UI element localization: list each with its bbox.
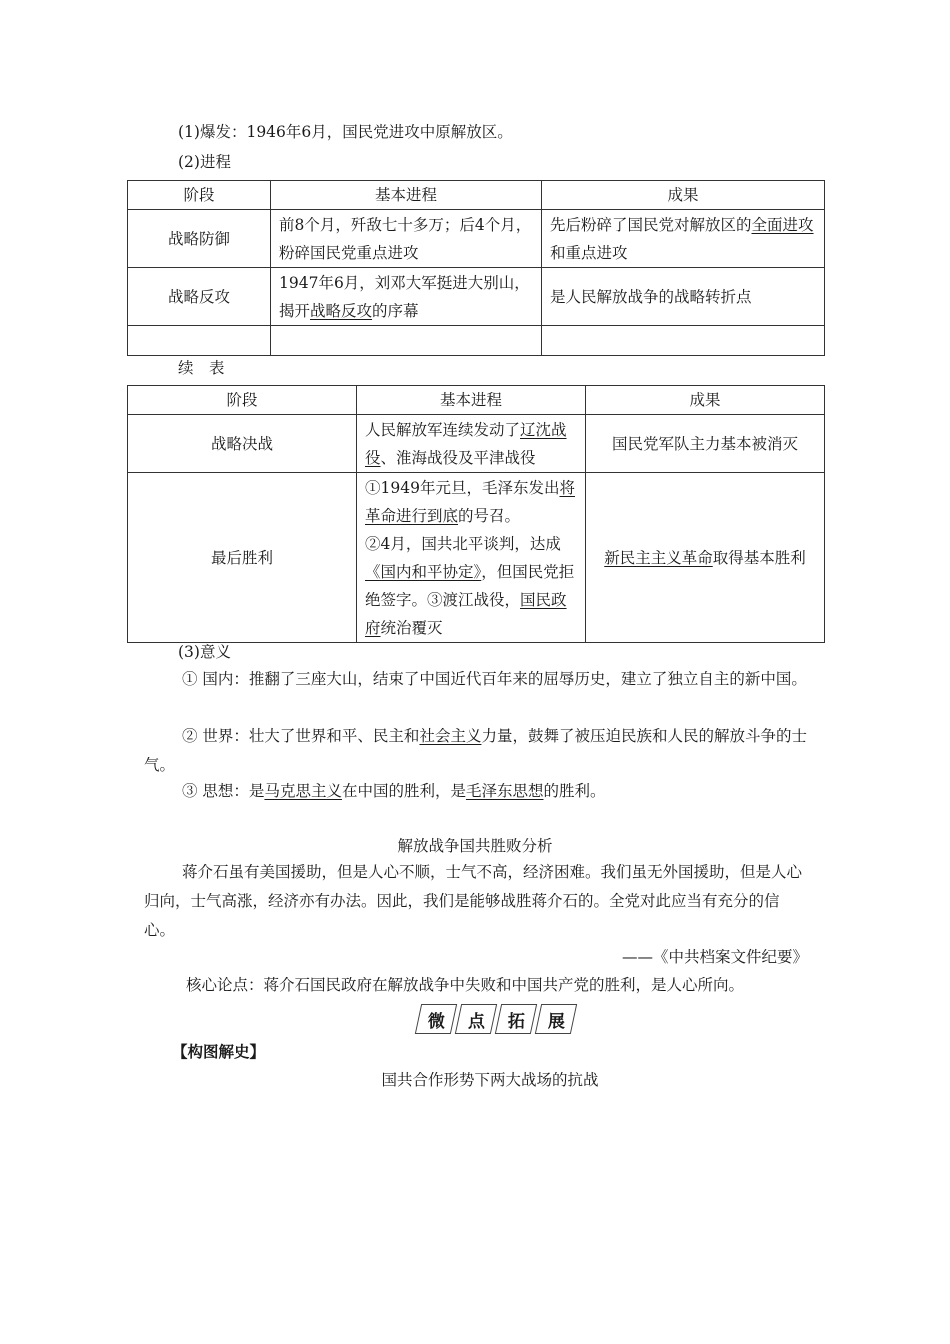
process-cell: 1947年6月，刘邓大军挺进大别山，揭开战略反攻的序幕 (271, 268, 542, 326)
badge-char: 微 (415, 1004, 457, 1034)
stage-cell: 战略反攻 (128, 268, 271, 326)
underlined-term: 全面进攻 (751, 215, 814, 234)
significance-domestic: ① 国内：推翻了三座大山，结束了中国近代百年来的屈辱历史，建立了独立自主的新中国。 (182, 670, 807, 688)
stage-table-2 (127, 385, 825, 643)
stage-cell: 战略决战 (128, 415, 357, 473)
result-cell: 新民主主义革命取得基本胜利 (586, 473, 825, 643)
badge-char: 展 (535, 1004, 577, 1034)
analysis-title: 解放战争国共胜败分析 (397, 837, 553, 855)
underlined-term: 辽沈战役 (365, 420, 567, 467)
diagram-heading: 【构图解史】 (172, 1042, 266, 1061)
underlined-term: 新民主主义革命 (604, 548, 713, 567)
process-cell: ①1949年元旦，毛泽东发出将革命进行到底的号召。 ②4月，国共北平谈判，达成《国内和平协定》，但国民党拒绝签字。③渡江战役，国民政府统治覆灭 (357, 473, 586, 643)
section-badge (418, 1004, 578, 1034)
quote-source: ——《中共档案文件纪要》 (621, 948, 808, 966)
header-stage: 阶段 (128, 386, 357, 415)
underlined-term: 将革命进行到底 (365, 478, 575, 525)
result-cell: 先后粉碎了国民党对解放区的全面进攻和重点进攻 (542, 210, 825, 268)
diagram-title: 国共合作形势下两大战场的抗战 (381, 1071, 599, 1089)
significance-thought: ③ 思想：是马克思主义在中国的胜利，是毛泽东思想的胜利。 (182, 782, 606, 800)
process-heading: (2)进程 (178, 153, 231, 171)
table-header-row (128, 386, 825, 415)
analysis-quote: 蒋介石虽有美国援助，但是人心不顺，士气不高，经济困难。我们虽无外国援助，但是人心归向，士气高涨，经济亦有办法。因此，我们是能够战胜蒋介石的。全党对此应当有充分的信心。 (144, 863, 803, 939)
outbreak-line: (1)爆发：1946年6月，国民党进攻中原解放区。 (178, 123, 513, 141)
underlined-term: 战略反攻 (310, 301, 373, 320)
result-cell: 是人民解放战争的战略转折点 (542, 268, 825, 326)
core-argument: 核心论点：蒋介石国民政府在解放战争中失败和中国共产党的胜利，是人心所向。 (186, 976, 745, 994)
table-row (128, 473, 825, 643)
table-header-row (128, 181, 825, 210)
stage-table-1 (127, 180, 825, 356)
stage-cell: 战略防御 (128, 210, 271, 268)
table-row-empty (128, 326, 825, 356)
significance-world: ② 世界：壮大了世界和平、民主和社会主义力量，鼓舞了被压迫民族和人民的解放斗争的士气。 (144, 727, 807, 774)
header-process: 基本进程 (357, 386, 586, 415)
underlined-term: 马克思主义 (264, 782, 342, 800)
significance-heading: (3)意义 (178, 643, 231, 661)
table-row (128, 415, 825, 473)
underlined-term: 国民政府 (365, 590, 567, 637)
continued-label: 续 表 (178, 359, 225, 377)
process-cell: 前8个月，歼敌七十多万；后4个月，粉碎国民党重点进攻 (271, 210, 542, 268)
stage-cell: 最后胜利 (128, 473, 357, 643)
table-row (128, 268, 825, 326)
underlined-term: 《国内和平协定》 (365, 562, 482, 581)
underlined-term: 社会主义 (419, 727, 482, 745)
table-row (128, 210, 825, 268)
header-stage: 阶段 (128, 181, 271, 210)
header-process: 基本进程 (271, 181, 542, 210)
process-cell: 人民解放军连续发动了辽沈战役、淮海战役及平津战役 (357, 415, 586, 473)
header-result: 成果 (586, 386, 825, 415)
badge-char: 点 (455, 1004, 497, 1034)
underlined-term: 毛泽东思想 (465, 782, 544, 800)
header-result: 成果 (542, 181, 825, 210)
result-cell: 国民党军队主力基本被消灭 (586, 415, 825, 473)
badge-char: 拓 (495, 1004, 537, 1034)
